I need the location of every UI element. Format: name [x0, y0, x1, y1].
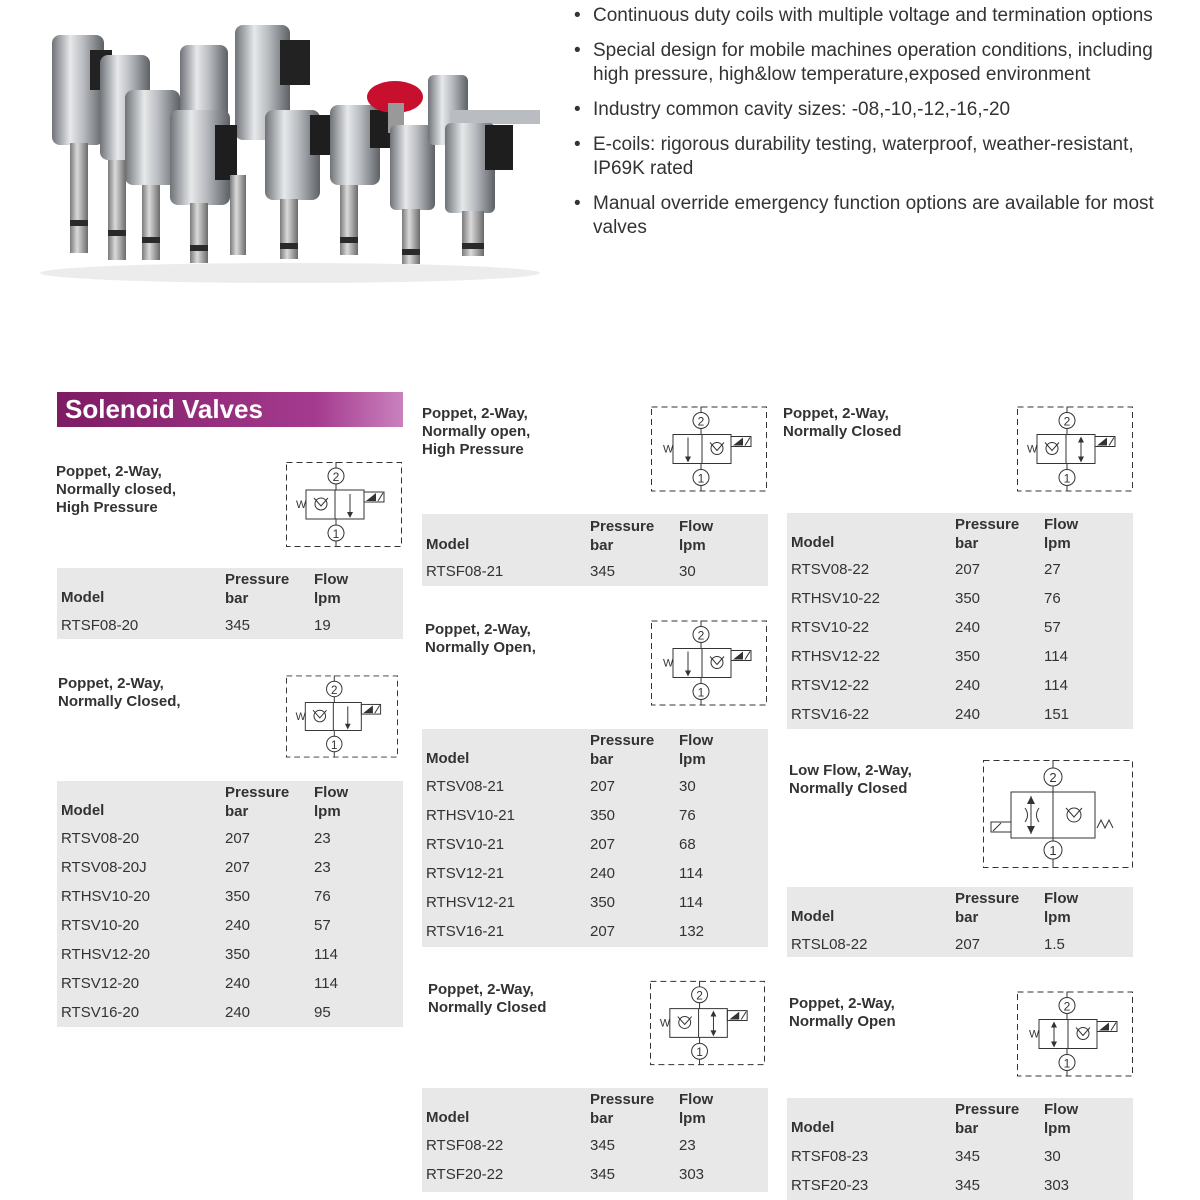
table-header: Model Pressure bar Flow lpm: [791, 890, 1079, 926]
spec-table: [422, 514, 768, 586]
spec-table: [422, 1088, 768, 1192]
table-row: RTHSV12-20 350 114: [61, 946, 338, 963]
svg-text:1: 1: [1049, 843, 1057, 858]
table-row: RTSF20-22 345 303: [426, 1166, 705, 1183]
svg-text:1: 1: [697, 471, 705, 486]
feature-item: • Industry common cavity sizes: -08,-10,-12,-16,-20: [574, 99, 1011, 120]
table-row: RTSV08-21 207 30: [426, 778, 696, 795]
feature-item: • E-coils: rigorous durability testing, waterproof, weather-resistant, IP69K rated: [574, 134, 1134, 179]
table-row: RTSV12-21 240 114: [426, 865, 703, 882]
svg-text:1: 1: [332, 527, 340, 541]
table-row: RTSF08-21 345 30: [426, 563, 696, 580]
valve-symbol-icon: [286, 462, 402, 547]
svg-text:W: W: [1029, 1028, 1040, 1041]
table-row: RTSF08-22 345 23: [426, 1137, 696, 1154]
group-title: Poppet, 2-Way, Normally Closed: [783, 405, 902, 440]
svg-text:2: 2: [1049, 770, 1057, 785]
feature-item: • Continuous duty coils with multiple voltage and termination options: [574, 5, 1153, 26]
spec-table: [787, 1098, 1133, 1200]
table-header: Model Pressure bar Flow lpm: [426, 1091, 714, 1127]
svg-text:2: 2: [1063, 999, 1071, 1014]
table-header: Model Pressure bar Flow lpm: [426, 518, 714, 554]
feature-item: • Special design for mobile machines operation conditions, including high pressure, high&low temperature,exposed environment: [574, 40, 1153, 85]
table-row: RTSV16-21 207 132: [426, 923, 705, 940]
section-title-banner: Solenoid Valves: [57, 392, 403, 427]
table-header: Model Pressure bar Flow lpm: [791, 516, 1079, 552]
svg-text:1: 1: [331, 739, 338, 752]
group-title: Poppet, 2-Way, Normally Open,: [425, 621, 536, 656]
svg-text:1: 1: [1063, 1056, 1071, 1071]
table-row: RTHSV10-20 350 76: [61, 888, 331, 905]
svg-text:2: 2: [331, 684, 338, 697]
svg-text:1: 1: [1063, 471, 1071, 486]
table-row: RTHSV12-21 350 114: [426, 894, 703, 911]
feature-item: • Manual override emergency function options are available for most valves: [574, 193, 1154, 238]
svg-text:2: 2: [697, 414, 705, 429]
spec-table: [422, 729, 768, 947]
group-title: Poppet, 2-Way, Normally closed, High Pressure: [56, 463, 177, 516]
table-row: RTSV12-20 240 114: [61, 975, 338, 992]
table-row: RTHSV10-22 350 76: [791, 590, 1061, 607]
valve-symbol-icon: [286, 674, 398, 759]
svg-text:1: 1: [697, 685, 705, 700]
group-title: Poppet, 2-Way, Normally Closed,: [58, 675, 181, 710]
table-row: RTSV08-20 207 23: [61, 830, 331, 847]
svg-text:2: 2: [696, 988, 703, 1003]
svg-text:2: 2: [697, 628, 705, 643]
spec-table: [787, 513, 1133, 729]
svg-text:W: W: [295, 710, 306, 723]
spec-table: [787, 887, 1133, 957]
table-row: RTSV10-21 207 68: [426, 836, 696, 853]
svg-text:W: W: [663, 657, 674, 670]
group-title: Low Flow, 2-Way, Normally Closed: [789, 762, 912, 797]
table-row: RTSV16-20 240 95: [61, 1004, 331, 1021]
table-row: RTSV10-20 240 57: [61, 917, 331, 934]
table-row: RTSV10-22 240 57: [791, 619, 1061, 636]
svg-text:W: W: [663, 443, 674, 456]
valve-symbol-icon: [651, 405, 767, 493]
table-row: RTHSV10-21 350 76: [426, 807, 696, 824]
table-row: RTSF08-20 345 19: [61, 617, 331, 634]
spec-table: [57, 568, 403, 639]
svg-text:W: W: [659, 1017, 671, 1030]
svg-text:W: W: [1027, 443, 1038, 456]
table-row: RTSF08-23 345 30: [791, 1148, 1061, 1165]
group-title: Poppet, 2-Way, Normally Open: [789, 995, 896, 1030]
table-header: Model Pressure bar Flow lpm: [61, 571, 349, 607]
table-row: RTSV12-22 240 114: [791, 677, 1068, 694]
svg-text:2: 2: [1063, 414, 1071, 429]
valve-symbol-icon: [650, 979, 765, 1067]
table-row: RTSL08-22 207 1.5: [791, 936, 1065, 953]
table-row: RTSV08-22 207 27: [791, 561, 1061, 578]
group-title: Poppet, 2-Way, Normally open, High Pressure: [422, 405, 531, 458]
table-header: Model Pressure bar Flow lpm: [61, 784, 349, 820]
group-title: Poppet, 2-Way, Normally Closed: [428, 981, 547, 1016]
table-row: RTSF20-23 345 303: [791, 1177, 1070, 1194]
table-header: Model Pressure bar Flow lpm: [791, 1101, 1079, 1137]
product-photo: [30, 15, 550, 285]
table-row: RTSV08-20J 207 23: [61, 859, 331, 876]
table-header: Model Pressure bar Flow lpm: [426, 732, 714, 768]
table-row: RTHSV12-22 350 114: [791, 648, 1068, 665]
valve-symbol-icon: [1017, 405, 1133, 493]
valve-symbol-icon: [1017, 991, 1133, 1077]
table-row: RTSV16-22 240 151: [791, 706, 1070, 723]
svg-text:1: 1: [696, 1045, 703, 1060]
svg-text:2: 2: [332, 470, 340, 484]
valve-symbol-icon: [651, 619, 767, 707]
svg-text:W: W: [296, 499, 307, 511]
low-flow-valve-symbol-icon: [983, 760, 1133, 868]
spec-table: [57, 781, 403, 1027]
feature-list: [572, 4, 1187, 251]
